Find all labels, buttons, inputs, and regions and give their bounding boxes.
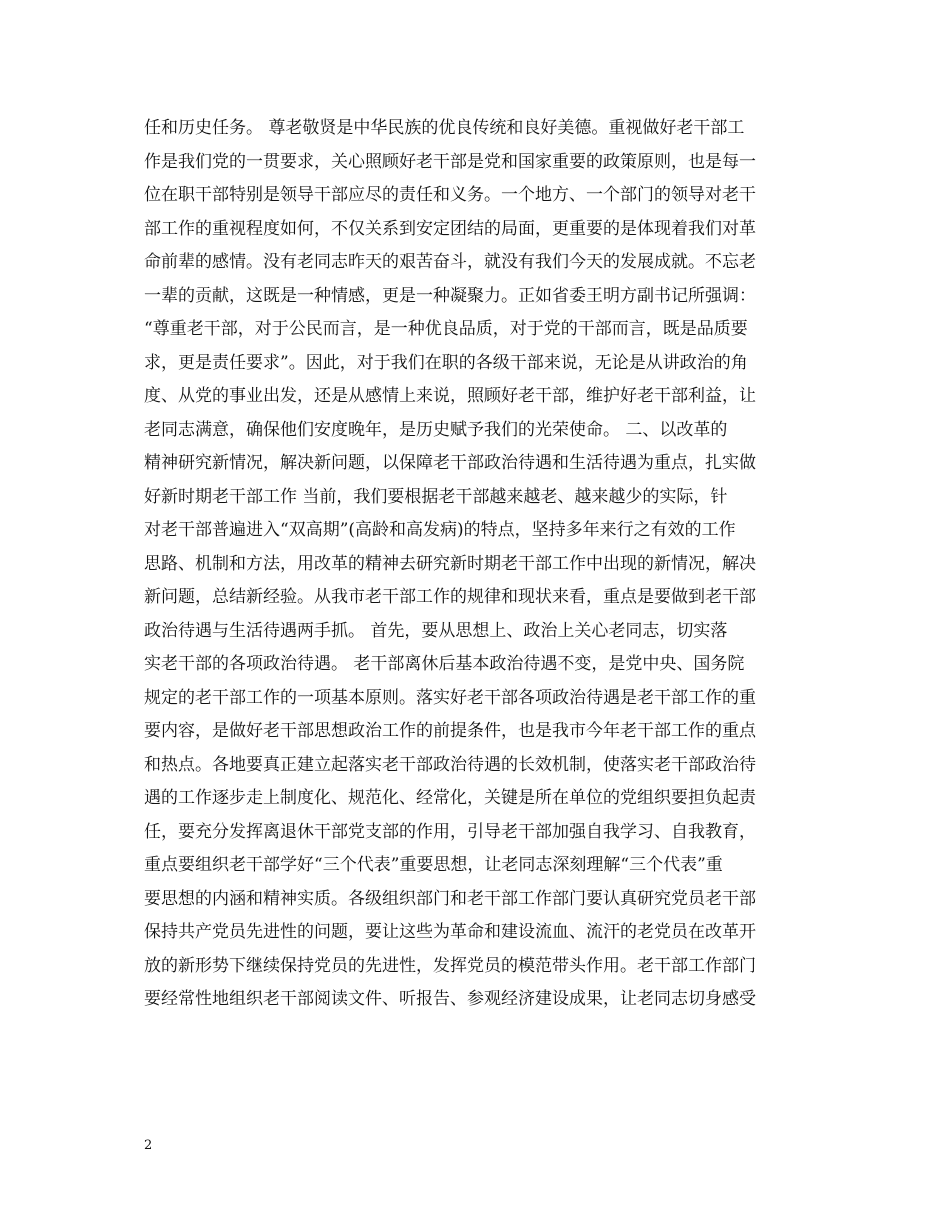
text-line: 实老干部的各项政治待遇。 老干部离休后基本政治待遇不变，是党中央、国务院 xyxy=(144,654,745,674)
text-line: 要经常性地组织老干部阅读文件、听报告、参观经济建设成果，让老同志切身感受 xyxy=(144,989,756,1009)
page-number: 2 xyxy=(144,1138,153,1153)
text-line: 新问题，总结新经验。从我市老干部工作的规律和现状来看，重点是要做到老干部 xyxy=(144,587,756,607)
text-line: 遇的工作逐步走上制度化、规范化、经常化，关键是所在单位的党组织要担负起责 xyxy=(144,788,756,808)
text-line: 对老干部普遍进入“双高期”(高龄和高发病)的特点，坚持多年来行之有效的工作 xyxy=(144,520,736,540)
text-line: 任和历史任务。 尊老敬贤是中华民族的优良传统和良好美德。重视做好老干部工 xyxy=(144,118,745,138)
text-line: 任，要充分发挥离退休干部党支部的作用，引导老干部加强自我学习、自我教育， xyxy=(144,821,756,842)
text-line: 要思想的内涵和精神实质。各级组织部门和老干部工作部门要认真研究党员老干部 xyxy=(144,888,756,909)
text-line: 重点要组织老干部学好“三个代表”重要思想，让老同志深刻理解“三个代表”重 xyxy=(144,855,723,875)
text-line: 要内容，是做好老干部思想政治工作的前提条件，也是我市今年老干部工作的重点 xyxy=(144,721,756,741)
text-line: 规定的老干部工作的一项基本原则。落实好老干部各项政治待遇是老干部工作的重 xyxy=(144,687,756,708)
text-line: 求，更是责任要求”。因此，对于我们在职的各级干部来说，无论是从讲政治的角 xyxy=(144,352,748,373)
text-line: 度、从党的事业出发，还是从感情上来说，照顾好老干部，维护好老干部利益，让 xyxy=(144,386,756,406)
text-line: 老同志满意，确保他们安度晚年，是历史赋予我们的光荣使命。 二、以改革的 xyxy=(144,419,728,440)
text-line: 保持共产党员先进性的问题，要让这些为革命和建设流血、流汗的老党员在改革开 xyxy=(144,922,756,942)
text-line: 和热点。各地要真正建立起落实老干部政治待遇的长效机制，使落实老干部政治待 xyxy=(144,754,756,775)
text-line: “尊重老干部，对于公民而言，是一种优良品质，对于党的干部而言，既是品质要 xyxy=(144,319,748,339)
text-line: 政治待遇与生活待遇两手抓。 首先，要从思想上、政治上关心老同志，切实落 xyxy=(144,620,728,641)
text-line: 位在职干部特别是领导干部应尽的责任和义务。一个地方、一个部门的领导对老干 xyxy=(144,185,756,205)
text-line: 放的新形势下继续保持党员的先进性，发挥党员的模范带头作用。老干部工作部门 xyxy=(144,955,756,976)
text-line: 好新时期老干部工作 当前，我们要根据老干部越来越老、越来越少的实际，针 xyxy=(144,486,728,507)
text-line: 一辈的贡献，这既是一种情感，更是一种凝聚力。正如省委王明方副书记所强调： xyxy=(144,285,756,306)
text-line: 精神研究新情况，解决新问题，以保障老干部政治待遇和生活待遇为重点，扎实做 xyxy=(144,453,756,473)
text-line: 思路、机制和方法，用改革的精神去研究新时期老干部工作中出现的新情况，解决 xyxy=(144,553,756,574)
body-text xyxy=(144,112,824,1017)
text-line: 部工作的重视程度如何，不仅关系到安定团结的局面，更重要的是体现着我们对革 xyxy=(144,218,756,239)
text-line: 作是我们党的一贯要求，关心照顾好老干部是党和国家重要的政策原则，也是每一 xyxy=(144,151,756,172)
text-line: 命前辈的感情。没有老同志昨天的艰苦奋斗，就没有我们今天的发展成就。不忘老 xyxy=(144,252,756,272)
